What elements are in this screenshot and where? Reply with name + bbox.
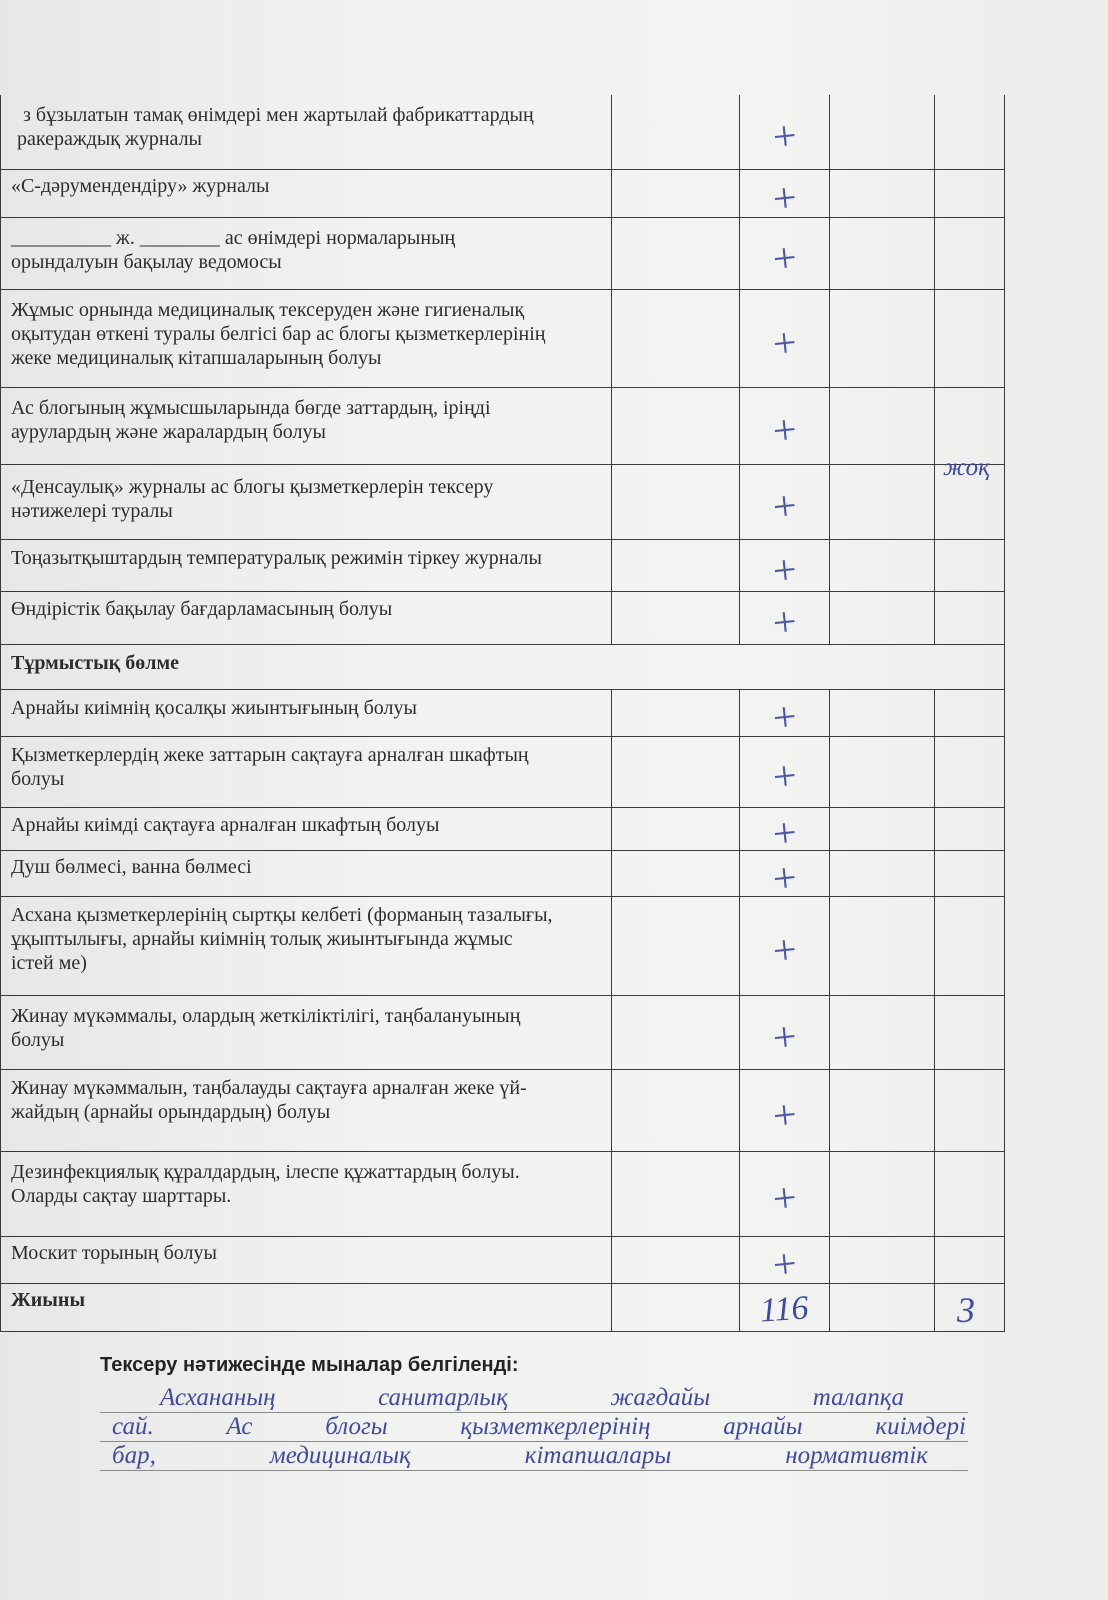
criterion-text: з бұзылатын тамақ өнімдері мен жартылай фабрикаттардың (23, 104, 534, 126)
check-mark: + (770, 174, 799, 223)
criterion-text: болуы (11, 768, 65, 790)
blank-cell (612, 218, 740, 289)
criterion-text: істей ме) (11, 952, 87, 974)
criterion-text: Өндірістік бақылау бағдарламасының болуы (11, 598, 393, 620)
criterion-cell (1, 465, 612, 539)
criterion-cell (1, 170, 612, 217)
section-header-row (1, 645, 1005, 690)
blank-cell (935, 540, 1005, 591)
criterion-text: «С-дәрумендендіру» журналы (11, 175, 270, 197)
criterion-text: жеке медициналық кітапшаларының болуы (11, 347, 382, 369)
criterion-text: «Денсаулық» журналы ас блогы қызметкерлерін тексеру (11, 476, 494, 498)
blank-cell (612, 95, 740, 169)
blank-cell (830, 218, 935, 289)
criterion-text: орындалуын бақылау ведомосы (11, 251, 282, 273)
blank-cell (830, 897, 935, 995)
criterion-cell (1, 690, 612, 736)
blank-cell (830, 290, 935, 387)
blank-cell (612, 290, 740, 387)
mark-cell (740, 465, 830, 539)
check-mark: + (770, 598, 799, 648)
blank-cell (830, 737, 935, 807)
checklist-row (1, 95, 1005, 170)
mark-cell (740, 897, 830, 995)
criterion-cell (1, 851, 612, 896)
checklist-row (1, 290, 1005, 388)
criterion-text: Жинау мүкәммалы, олардың жеткіліктілігі, таңбалануының (11, 1005, 521, 1027)
criterion-text: Ас блогының жұмысшыларында бөгде заттардың, іріңді (11, 397, 491, 419)
checklist-row (1, 690, 1005, 743)
mark-cell (740, 290, 830, 387)
criterion-cell (1, 996, 612, 1069)
check-mark: + (770, 1174, 799, 1224)
blank-cell (612, 737, 740, 807)
check-mark: + (770, 319, 799, 368)
check-mark: + (770, 809, 799, 859)
check-mark: + (770, 482, 799, 532)
criterion-text: ракераждық журналы (17, 128, 202, 150)
mark-cell (740, 540, 830, 595)
blank-cell (830, 1152, 935, 1236)
checklist-row (1, 170, 1005, 223)
checklist-row (1, 1152, 1005, 1237)
mark-cell (740, 808, 830, 859)
blank-cell (830, 540, 935, 591)
criterion-text: Асхана қызметкерлерінің сыртқы келбеті (форманың тазалығы, (11, 904, 553, 926)
criterion-cell (1, 95, 612, 169)
criterion-text: ұқыптылығы, арнайы киімнің толық жиынтығында жұмыс (11, 928, 513, 950)
check-mark: + (770, 1240, 799, 1290)
checklist-row (1, 465, 1005, 540)
criterion-text: Жинау мүкәммалын, таңбалауды сақтауға арналған жеке үй- (11, 1077, 527, 1099)
blank-cell (612, 808, 740, 850)
criterion-text: Қызметкерлердің жеке заттарын сақтауға арналған шкафтың (11, 744, 529, 766)
criterion-text: нәтижелері туралы (11, 500, 173, 522)
checklist-row (1, 851, 1005, 903)
criterion-text: Жұмыс орнында медициналық тексеруден және гигиеналық (11, 299, 525, 321)
check-mark: + (770, 1013, 799, 1062)
findings-line: Асхананың санитарлық жағдайы талапқа (100, 1384, 968, 1413)
blank-cell (830, 808, 935, 850)
check-mark: + (770, 854, 799, 903)
blank-cell (935, 808, 1005, 850)
blank-cell (830, 388, 935, 464)
blank-cell (830, 592, 935, 644)
criterion-text: аурулардың және жаралардың болуы (11, 421, 326, 443)
mark-cell (740, 592, 830, 648)
section-title: Тұрмыстық бөлме (1, 645, 1005, 689)
mark-cell (740, 1070, 830, 1151)
blank-cell (612, 540, 740, 591)
mark-cell (740, 996, 830, 1069)
criterion-cell (1, 808, 612, 850)
blank-cell (830, 851, 935, 896)
blank-cell (935, 737, 1005, 807)
total-label (1, 1284, 612, 1331)
blank-cell (935, 218, 1005, 289)
total-score-cell (935, 1284, 1005, 1331)
criterion-cell (1, 1237, 612, 1283)
blank-cell (612, 592, 740, 644)
blank-cell (935, 592, 1005, 644)
mark-cell (740, 170, 830, 223)
criterion-text: Москит торының болуы (11, 1242, 217, 1264)
criterion-text: __________ ж. ________ ас өнімдері нормаларының (11, 227, 456, 249)
criterion-cell (1, 218, 612, 289)
mark-cell (740, 1237, 830, 1290)
checklist-row (1, 1237, 1005, 1290)
checklist-row (1, 540, 1005, 595)
blank-cell (935, 851, 1005, 896)
blank-cell (612, 1070, 740, 1151)
blank-cell (935, 996, 1005, 1069)
criterion-cell (1, 1152, 612, 1236)
criterion-text: Арнайы киімнің қосалқы жиынтығының болуы (11, 697, 417, 719)
blank-cell (612, 465, 740, 539)
blank-cell (612, 996, 740, 1069)
checklist-row (1, 737, 1005, 808)
total-score: 3 (957, 1290, 975, 1330)
criterion-text: Тоңазытқыштардың температуралық режимін тіркеу журналы (11, 547, 542, 569)
total-label-text: Жиыны (11, 1289, 86, 1311)
mark-cell (740, 851, 830, 903)
check-mark: + (770, 112, 799, 162)
checklist-row (1, 218, 1005, 290)
blank-cell (830, 996, 935, 1069)
handwritten-note: жоқ (943, 454, 990, 481)
total-count-cell (740, 1284, 830, 1331)
checklist-row (1, 897, 1005, 996)
blank-cell (935, 1237, 1005, 1283)
check-mark: + (770, 406, 799, 456)
findings-line: сай. Ас блогы қызметкерлерінің арнайы киімдері (100, 1413, 968, 1442)
mark-cell (740, 690, 830, 743)
check-mark: + (770, 546, 799, 595)
blank-cell (935, 95, 1005, 169)
mark-cell (740, 1152, 830, 1236)
check-mark: + (770, 752, 799, 802)
blank-cell (612, 170, 740, 217)
criterion-cell (1, 290, 612, 387)
blank-cell (612, 1284, 740, 1331)
checklist-row (1, 808, 1005, 859)
note-cell (935, 388, 1005, 481)
blank-cell (830, 95, 935, 169)
criterion-text: болуы (11, 1029, 65, 1051)
blank-cell (830, 1070, 935, 1151)
criterion-cell (1, 388, 612, 464)
checklist-row (1, 592, 1005, 648)
blank-cell (935, 290, 1005, 387)
check-mark: + (770, 234, 799, 283)
findings-heading: Тексеру нәтижесінде мыналар белгіленді: (100, 1354, 519, 1376)
check-mark: + (770, 693, 799, 743)
criterion-cell (1, 737, 612, 807)
blank-cell (935, 897, 1005, 995)
blank-cell (612, 851, 740, 896)
check-mark: + (770, 926, 799, 976)
criterion-text: Душ бөлмесі, ванна бөлмесі (11, 856, 252, 878)
blank-cell (935, 1152, 1005, 1236)
blank-cell (612, 388, 740, 464)
criterion-cell (1, 897, 612, 995)
blank-cell (830, 465, 935, 539)
mark-cell (740, 737, 830, 807)
mark-cell (740, 388, 830, 464)
checklist-row (1, 1070, 1005, 1152)
checklist-table (0, 95, 1005, 1332)
checklist-row (1, 996, 1005, 1070)
criterion-cell (1, 1070, 612, 1151)
criterion-text: Дезинфекциялық құралдардың, ілеспе құжаттардың болуы. (11, 1161, 520, 1183)
blank-cell (830, 170, 935, 217)
findings-handwritten-block (100, 1384, 968, 1471)
check-mark: + (770, 1091, 799, 1140)
blank-cell (830, 690, 935, 736)
total-count: 116 (758, 1288, 810, 1330)
blank-cell (612, 690, 740, 736)
checklist-row (1, 388, 1005, 481)
mark-cell (740, 95, 830, 169)
blank-cell (935, 690, 1005, 736)
criterion-text: Оларды сақтау шарттары. (11, 1185, 232, 1207)
criterion-text: Арнайы киімді сақтауға арналған шкафтың болуы (11, 814, 440, 836)
criterion-text: жайдың (арнайы орындардың) болуы (11, 1101, 331, 1123)
findings-line: бар, медициналық кітапшалары нормативтік (100, 1442, 968, 1471)
blank-cell (830, 1237, 935, 1283)
blank-cell (935, 465, 1005, 539)
criterion-text: оқытудан өткені туралы белгісі бар ас блогы қызметкерлерінің (11, 323, 546, 345)
blank-cell (935, 1070, 1005, 1151)
criterion-cell (1, 592, 612, 644)
total-row (1, 1284, 1005, 1332)
mark-cell (740, 218, 830, 289)
blank-cell (935, 170, 1005, 217)
blank-cell (612, 897, 740, 995)
blank-cell (612, 1237, 740, 1283)
criterion-cell (1, 540, 612, 591)
blank-cell (612, 1152, 740, 1236)
blank-cell (830, 1284, 935, 1331)
